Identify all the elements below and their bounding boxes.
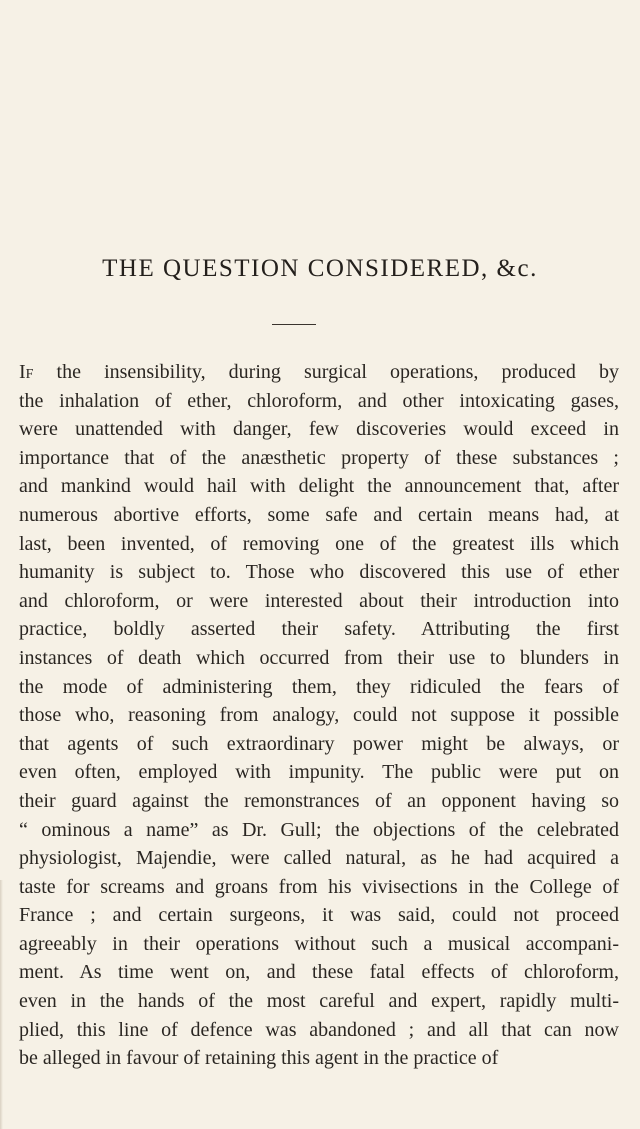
opening-word: If — [19, 361, 34, 383]
text-line: were unattended with danger, few discoveries would exceed in — [19, 418, 619, 441]
text-line: the inhalation of ether, chloroform, and other intoxicating gases, — [19, 389, 619, 412]
text-line: the mode of administering them, they ridiculed the fears of — [19, 675, 619, 698]
text-line: ment. As time went on, and these fatal effects of chloroform, — [19, 961, 619, 984]
text-line: agreeably in their operations without such a musical accompani- — [19, 932, 619, 955]
text-line: and mankind would hail with delight the announcement that, after — [19, 475, 619, 498]
title-divider — [272, 324, 316, 325]
text-line: numerous abortive efforts, some safe and certain means had, at — [19, 503, 619, 526]
text-line: importance that of the anæsthetic property of these substances ; — [19, 446, 619, 469]
text-line: physiologist, Majendie, were called natural, as he had acquired a — [19, 847, 619, 870]
page-edge-shadow — [0, 880, 3, 1129]
text-line: France ; and certain surgeons, it was said, could not proceed — [19, 904, 619, 927]
text-line: humanity is subject to. Those who discovered this use of ether — [19, 561, 619, 584]
body-paragraph — [19, 358, 619, 1073]
text-line: that agents of such extraordinary power might be always, or — [19, 732, 619, 755]
text-line: even in the hands of the most careful and expert, rapidly multi- — [19, 990, 619, 1013]
text-line: last, been invented, of removing one of the greatest ills which — [19, 532, 619, 555]
text-line: instances of death which occurred from their use to blunders in — [19, 646, 619, 669]
chapter-title: THE QUESTION CONSIDERED, &c. — [102, 255, 538, 282]
text-line: be alleged in favour of retaining this agent in the practice of — [19, 1047, 499, 1070]
text-line: taste for screams and groans from his vivisections in the College of — [19, 875, 619, 898]
text-line: plied, this line of defence was abandoned ; and all that can now — [19, 1018, 619, 1041]
text-line: If the insensibility, during surgical operations, produced by — [19, 361, 619, 383]
text-line: practice, boldly asserted their safety. Attributing the first — [19, 618, 619, 641]
text-line: “ ominous a name” as Dr. Gull; the objections of the celebrated — [19, 818, 619, 841]
text-line: those who, reasoning from analogy, could not suppose it possible — [19, 704, 619, 727]
text-line: even often, employed with impunity. The public were put on — [19, 761, 619, 784]
text-line: their guard against the remonstrances of an opponent having so — [19, 789, 619, 812]
text-line: and chloroform, or were interested about their introduction into — [19, 589, 619, 612]
